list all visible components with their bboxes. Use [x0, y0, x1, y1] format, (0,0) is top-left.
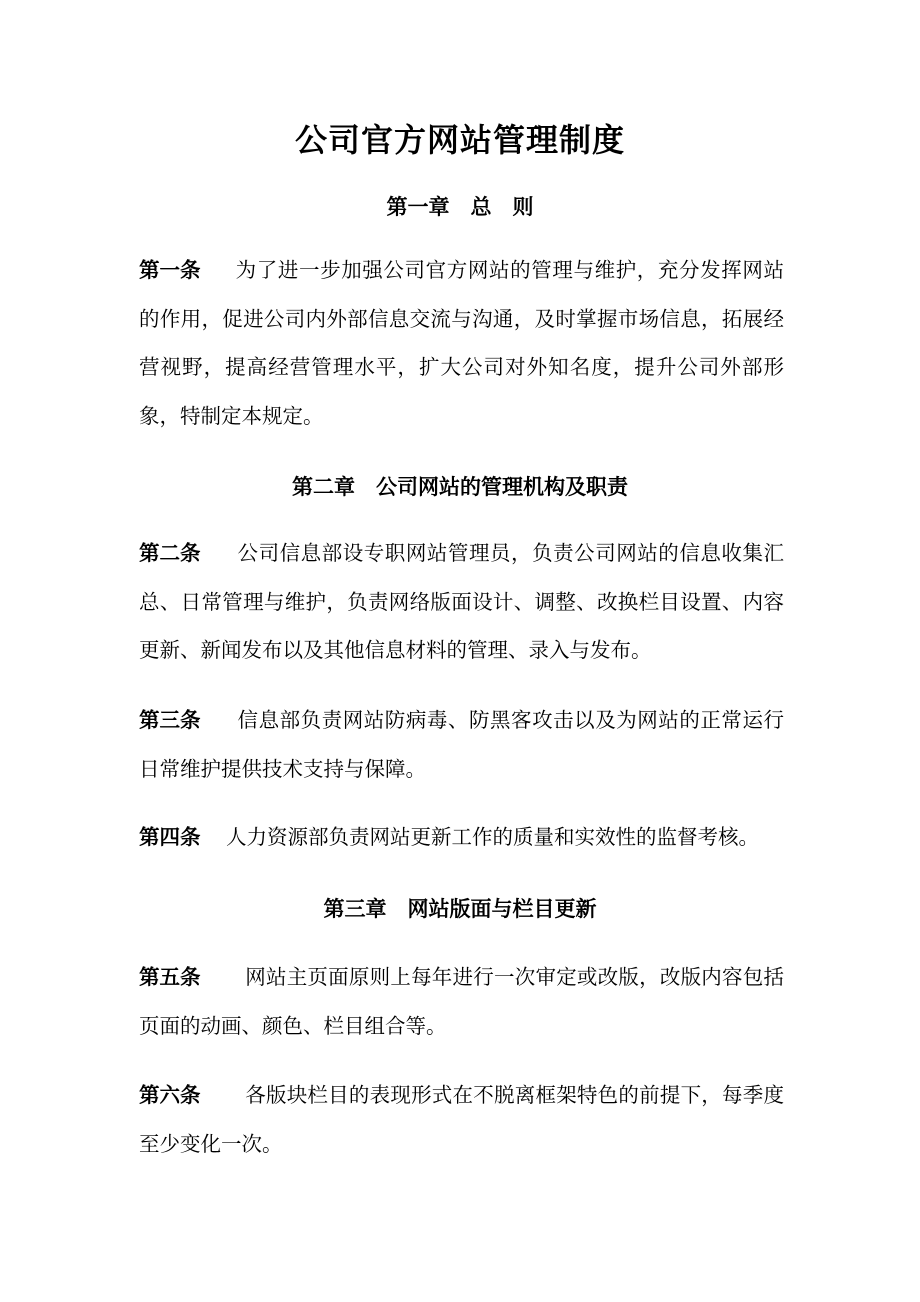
article-text: 公司信息部设专职网站管理员，负责公司网站的信息收集汇总、日常管理与维护，负责网络版面设计、调整、改换栏目设置、内容更新、新闻发布以及其他信息材料的管理、录入与发布。: [139, 541, 784, 662]
article-2: [139, 529, 784, 675]
article-text: 人力资源部负责网站更新工作的质量和实效性的监督考核。: [226, 825, 759, 849]
article-text: 为了进一步加强公司官方网站的管理与维护，充分发挥网站的作用，促进公司内外部信息交流与沟通，及时掌握市场信息，拓展经营视野，提高经营管理水平，扩大公司对外知名度，提升公司外部形象，特制定本规定。: [139, 258, 784, 428]
article-label: 第二条: [139, 541, 201, 565]
article-label: 第六条: [139, 1083, 201, 1107]
article-label: 第三条: [139, 708, 201, 732]
chapter-label: 第二章: [292, 475, 355, 499]
chapter-heading-1: [0, 192, 920, 222]
chapter-name: 公司网站的管理机构及职责: [376, 475, 628, 499]
chapter-heading-2: [0, 472, 920, 502]
article-label: 第一条: [139, 258, 201, 282]
chapter-name: 网站版面与栏目更新: [407, 897, 597, 921]
chapter-label: 第一章: [386, 195, 450, 219]
article-6: [139, 1071, 784, 1168]
article-label: 第五条: [139, 965, 201, 989]
article-4: [139, 813, 784, 862]
article-label: 第四条: [139, 825, 201, 849]
article-5: [139, 953, 784, 1050]
chapter-heading-3: [0, 894, 920, 924]
chapter-name: 总 则: [470, 195, 534, 219]
article-text: 各版块栏目的表现形式在不脱离框架特色的前提下，每季度至少变化一次。: [139, 1083, 784, 1156]
article-text: 网站主页面原则上每年进行一次审定或改版，改版内容包括页面的动画、颜色、栏目组合等。: [139, 965, 784, 1038]
article-text: 信息部负责网站防病毒、防黑客攻击以及为网站的正常运行日常维护提供技术支持与保障。: [139, 708, 784, 781]
document-title: 公司官方网站管理制度: [294, 121, 625, 159]
chapter-label: 第三章: [323, 897, 387, 921]
article-1: [139, 246, 784, 440]
article-3: [139, 696, 784, 793]
